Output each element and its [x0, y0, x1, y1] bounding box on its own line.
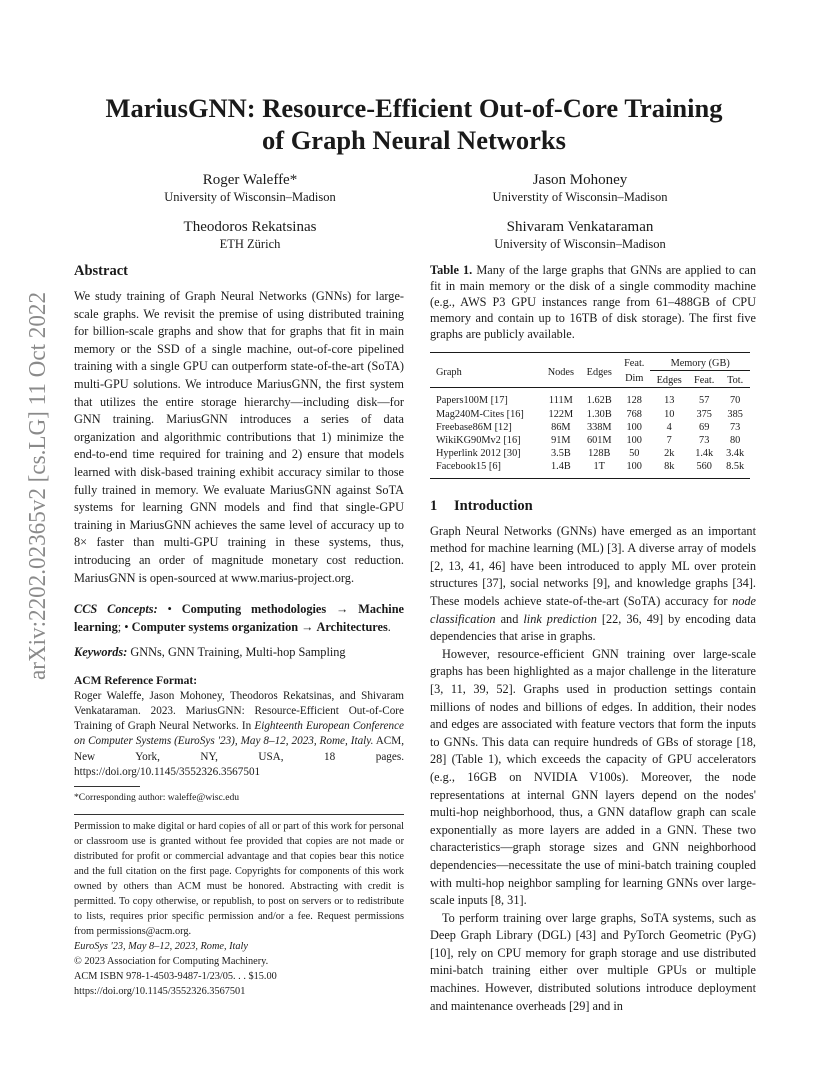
intro-p1-part: [22, 36, 49] by encoding data dependencies that arise in graphs.: [430, 611, 756, 644]
author-rekatsinas: [120, 218, 380, 252]
col-header-dim: Dim: [625, 373, 644, 385]
section-number: 1: [430, 497, 438, 514]
ccs-label: CCS Concepts:: [74, 602, 158, 617]
introduction-heading: [430, 497, 756, 515]
cell-edges: 601M: [586, 435, 612, 447]
col-header-nodes: Nodes: [547, 366, 574, 378]
table-row: [430, 388, 750, 408]
cell-mem-tot: 70: [730, 395, 741, 407]
table-row: [430, 447, 750, 460]
col-header-graph: Graph: [436, 366, 462, 378]
cell-nodes: 3.5B: [550, 448, 571, 460]
permission-doi: https://doi.org/10.1145/3552326.3567501: [74, 986, 246, 998]
cell-dim: 128: [626, 395, 642, 407]
graphs-table: [430, 352, 750, 479]
col-header-memory: Memory (GB): [650, 353, 750, 371]
author-affiliation: Universtity of Wisconsin–Madison: [492, 190, 668, 204]
permission-rule: [74, 814, 404, 815]
table-row: [430, 434, 750, 447]
cell-nodes: 122M: [548, 408, 574, 420]
cell-mem-tot: 73: [730, 421, 741, 433]
author-affiliation: University of Wisconsin–Madison: [164, 190, 336, 204]
ccs-term: Computing methodologies: [181, 602, 327, 617]
ccs-term: Machine learning: [74, 602, 404, 634]
col-header-mem-edges: Edges: [656, 375, 682, 387]
cell-mem-tot: 80: [730, 435, 741, 447]
right-column: [430, 262, 756, 1015]
cell-graph: Mag240M-Cites [16]: [436, 408, 524, 420]
footnote-rule: [74, 786, 140, 787]
cell-edges: 338M: [586, 421, 612, 433]
cell-mem-edges: 10: [664, 408, 675, 420]
cell-mem-edges: 2k: [664, 448, 675, 460]
paper-title-line-1: MariusGNN: Resource-Efficient Out-of-Core Training: [105, 93, 723, 123]
table-caption: [430, 262, 756, 342]
table-row: [430, 460, 750, 478]
acm-reference-heading: ACM Reference Format:: [74, 674, 198, 687]
cell-mem-edges: 4: [666, 421, 672, 433]
ccs-end: .: [387, 619, 391, 634]
col-header-mem-tot: Tot.: [727, 375, 744, 387]
cell-nodes: 111M: [548, 395, 573, 407]
ccs-concepts: [74, 601, 404, 636]
permission-conference: EuroSys '23, May 8–12, 2023, Rome, Italy: [74, 941, 248, 953]
table-caption-label: Table 1.: [430, 263, 473, 277]
paper-title: [60, 92, 768, 156]
intro-paragraph-3: To perform training over large graphs, SoTA systems, such as Deep Graph Library (DGL) [43] and PyTorch Geometric (PyG) [10], rely on CPU memory for graph storage and use distributed mini-batch training either over multiple GPUs or multiple machines. However, distributed solutions introduce deployment and maintenance overheads [29] and in: [430, 910, 756, 1013]
keywords: [74, 644, 404, 662]
cell-edges: 128B: [588, 448, 611, 460]
abstract-text: We study training of Graph Neural Networks (GNNs) for large-scale graphs. We revisit the premise of using distributed training for billion-scale graphs and show that for graphs that fit in main memory or the SSD of a single machine, out-of-core pipelined training with a single GPU can outperform state-of-the-art (SoTA) multi-GPU solutions. We introduce MariusGNN, the first system that utilizes the entire storage hierarchy—including disk—for GNN training. MariusGNN introduces a series of data organization and algorithmic contributions that 1) minimize the end-to-end time required for training and 2) ensure that models learned with disk-based training exhibit accuracy similar to those fully trained in memory. We evaluate MariusGNN against SoTA systems for learning GNN models and find that single-GPU training in MariusGNN achieves the same level of accuracy up to 8× faster than multi-GPU training in these systems, thus, introducing an order of magnitude monetary cost reduction. MariusGNN is open-sourced at www.marius-project.org.: [74, 289, 404, 585]
author-waleffe: [120, 171, 380, 205]
cell-nodes: 86M: [551, 421, 571, 433]
cell-graph: WikiKG90Mv2 [16]: [436, 435, 521, 447]
col-header-edges: Edges: [586, 366, 612, 378]
footnote: *Corresponding author: waleffe@wisc.edu: [74, 792, 240, 804]
cell-dim: 768: [626, 408, 642, 420]
cell-mem-feat: 73: [699, 435, 710, 447]
author-venkataraman: [450, 218, 710, 252]
ccs-term: Architectures: [316, 619, 388, 634]
arxiv-stamp: [14, 290, 56, 680]
ccs-arrow: →: [298, 619, 317, 634]
ccs-term: Computer systems organization: [131, 619, 299, 634]
cell-edges: 1.62B: [586, 395, 612, 407]
cell-mem-feat: 1.4k: [695, 448, 714, 460]
author-affiliation: University of Wisconsin–Madison: [494, 237, 666, 251]
ccs-bullet: ; •: [117, 619, 132, 634]
cell-dim: 100: [626, 435, 642, 447]
cell-mem-tot: 3.4k: [726, 448, 745, 460]
col-header-mem-feat: Feat.: [694, 375, 715, 387]
ccs-bullet: •: [157, 602, 182, 617]
cell-graph: Papers100M [17]: [436, 395, 508, 407]
cell-graph: Freebase86M [12]: [436, 421, 512, 433]
ccs-arrow: →: [326, 602, 359, 617]
cell-dim: 100: [626, 461, 642, 473]
intro-p1-emphasis: link prediction: [523, 611, 597, 626]
cell-mem-edges: 8k: [664, 461, 675, 473]
permission-isbn: ACM ISBN 978-1-4503-9487-1/23/05. . . $15.00: [74, 971, 277, 983]
cell-nodes: 91M: [551, 435, 571, 447]
table-row: [430, 421, 750, 434]
section-title: Introduction: [454, 497, 533, 514]
cell-mem-tot: 385: [727, 408, 743, 420]
cell-mem-feat: 375: [696, 408, 712, 420]
left-column: [74, 262, 404, 999]
author-affiliation: ETH Zürich: [219, 237, 281, 251]
intro-paragraph-1: [430, 523, 756, 646]
keywords-text: GNNs, GNN Training, Multi-hop Sampling: [127, 645, 346, 660]
acm-reference-post: ACM, New York, NY, USA, 18 pages. https://doi.org/10.1145/3552326.3567501: [74, 735, 404, 778]
table-caption-text: Many of the large graphs that GNNs are applied to can fit in main memory or the disk of a single commodity machine (e.g., AWS P3 GPU instances range from 61–488GB of CPU memory and contain up to 16TB of disk storage). The first five graphs are publicly available.: [430, 263, 757, 341]
permission-text: Permission to make digital or hard copies of all or part of this work for personal or classroom use is granted without fee provided that copies are not made or distributed for profit or commercial advantage and that copies bear this notice and the full citation on the first page. Copyrights for components of this work owned by others than ACM must be honored. Abstracting with credit is permitted. To copy otherwise, or republish, to post on servers or to redistribute to lists, requires prior specific permission and/or a fee. Request permissions from permissions@acm.org.: [74, 821, 404, 938]
arxiv-stamp-text: arXiv:2202.02365v2 [cs.LG] 11 Oct 2022: [25, 290, 51, 680]
author-mohoney: [450, 171, 710, 205]
cell-graph: Hyperlink 2012 [30]: [436, 448, 521, 460]
intro-p1-emphasis: node classification: [430, 594, 756, 626]
col-header-feat: Feat.: [624, 358, 645, 370]
cell-mem-edges: 7: [666, 435, 672, 447]
cell-edges: 1T: [593, 461, 605, 473]
cell-mem-edges: 13: [664, 395, 675, 407]
cell-nodes: 1.4B: [550, 461, 571, 473]
paper-title-line-2: of Graph Neural Networks: [262, 125, 566, 155]
table-row: [430, 408, 750, 421]
author-name: Theodoros Rekatsinas: [183, 219, 317, 235]
cell-edges: 1.30B: [586, 408, 612, 420]
cell-mem-feat: 560: [696, 461, 712, 473]
author-name: Jason Mohoney: [532, 172, 628, 188]
keywords-label: Keywords:: [74, 645, 128, 660]
intro-p1-part: Graph Neural Networks (GNNs) have emerged as an important method for machine learning (ML) [3]. A diverse array of models [2, 13, 41, 46] have been introduced to apply ML over protein structures [37], social networks [9], and knowledge graphs [34]. These models achieve state-of-the-art (SoTA) accuracy for: [430, 523, 756, 608]
abstract-heading: Abstract: [74, 263, 128, 279]
acm-reference-text: [74, 689, 404, 780]
cell-graph: Facebook15 [6]: [436, 461, 501, 473]
permission-copyright: © 2023 Association for Computing Machinery.: [74, 956, 269, 968]
cell-dim: 50: [629, 448, 640, 460]
author-name: Shivaram Venkataraman: [506, 219, 654, 235]
intro-p1-part: and: [495, 611, 524, 626]
acm-reference-pre: Roger Waleffe, Jason Mohoney, Theodoros Rekatsinas, and Shivaram Venkataraman. 2023. MariusGNN: Resource-Efficient Out-of-Core Training of Graph Neural Networks. In: [74, 689, 404, 733]
cell-mem-feat: 69: [699, 421, 710, 433]
acm-reference-venue: Eighteenth European Conference on Computer Systems (EuroSys '23), May 8–12, 2023, Rome, Italy.: [74, 720, 404, 748]
cell-dim: 100: [626, 421, 642, 433]
author-name: Roger Waleffe*: [202, 172, 298, 188]
intro-paragraph-2: However, resource-efficient GNN training over large-scale graphs has been highlighted as a major challenge in the literature [3, 11, 39, 52]. Graphs used in production settings contain millions of nodes and billions of edges. In addition, their nodes and edges are associated with feature vectors that form the inputs to GNNs. This data can require hundreds of GBs of storage [18, 28] (Table 1), which exceeds the capacity of GPU accelerators (e.g., 16GB on NVIDIA V100s). Moreover, the node representations at internal GNN layers depend on the nodes' multi-hop neighborhood, thus, a GNN dataflow graph can scale exponentially as more layers are added in a GNN. These two characteristics—graph storage sizes and GNN neighborhood dependencies—necessitate the use of mini-batch training coupled with multi-hop neighbor sampling for learning GNNs over large-scale inputs [8, 31].: [430, 646, 756, 908]
cell-mem-tot: 8.5k: [726, 461, 745, 473]
cell-mem-feat: 57: [699, 395, 710, 407]
